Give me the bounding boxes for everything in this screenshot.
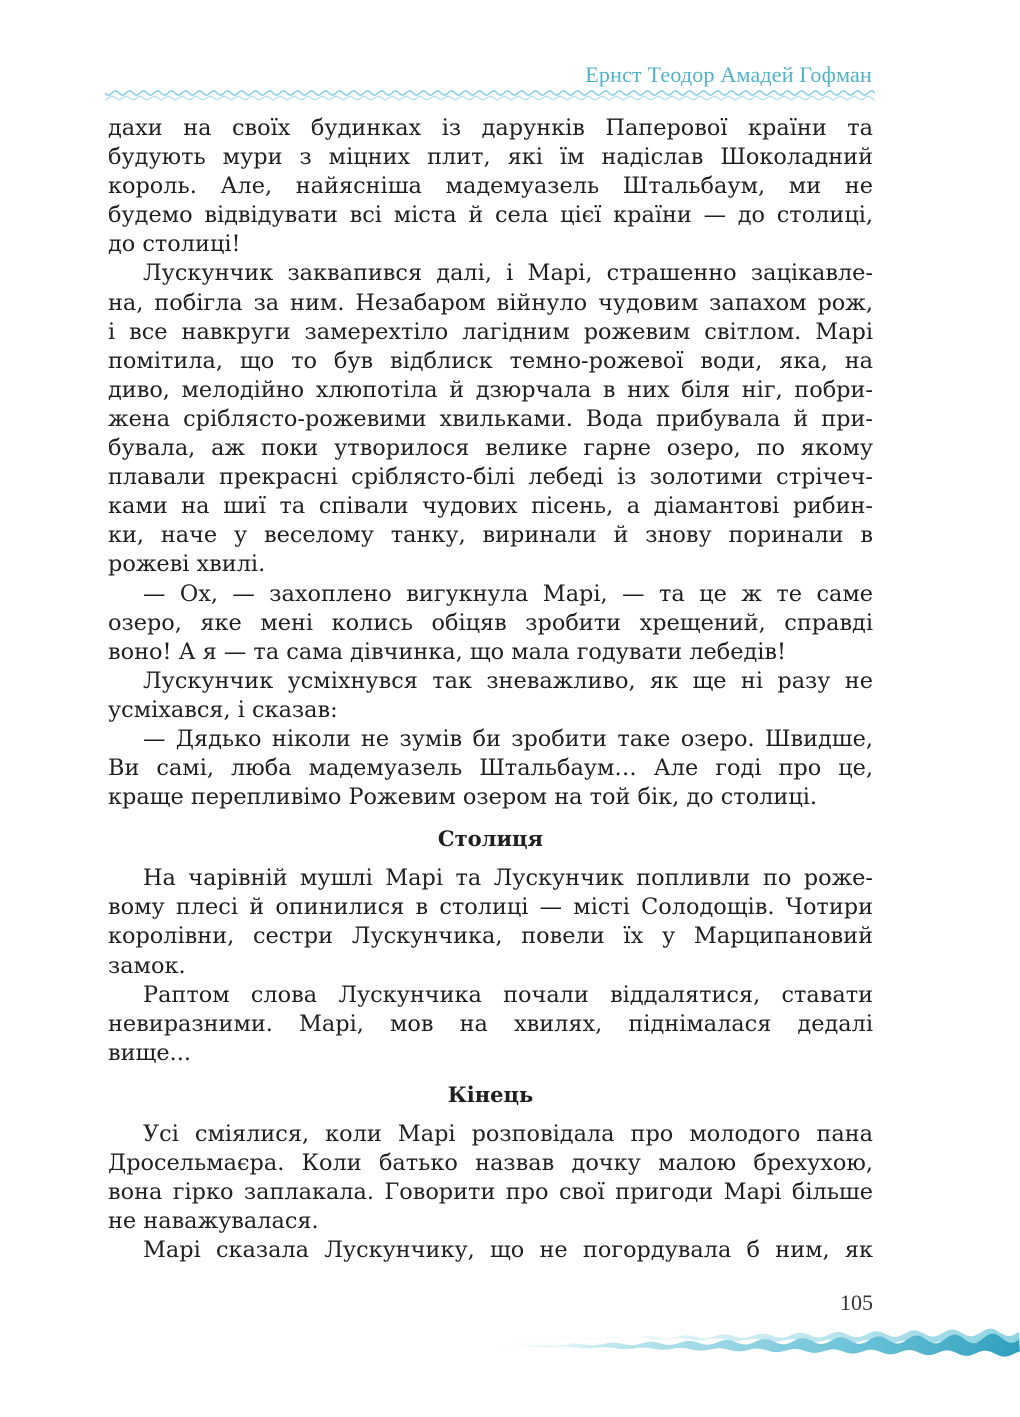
text-line: і все навкруги замерехтіло лагідним рожевим світлом. Марі bbox=[108, 318, 873, 345]
text-line: диво, мелодійно хлюпотіла й дзюрчала в них біля ніг, побри- bbox=[108, 376, 873, 403]
text-line: На чарівній мушлі Марі та Лускунчик попливли по роже- bbox=[143, 865, 873, 892]
page-body bbox=[108, 114, 873, 1265]
header-wave-decoration bbox=[105, 88, 875, 102]
running-header-author: Ернст Теодор Амадей Гофман bbox=[585, 62, 872, 87]
section-capital bbox=[108, 864, 873, 1068]
text-line: усміхався, і сказав: bbox=[108, 696, 338, 723]
text-line: королівни, сестри Лускунчика, повели їх у Марципановий bbox=[108, 923, 873, 950]
text-line: вище... bbox=[108, 1039, 191, 1066]
page-number: 105 bbox=[840, 1290, 873, 1315]
text-line: вона гірко заплакала. Говорити про свої пригоди Марі більше bbox=[108, 1179, 873, 1206]
text-line: будують мури з міцних плит, які їм надіслав Шоколадний bbox=[108, 144, 873, 171]
text-line: — Дядько ніколи не зумів би зробити таке озеро. Швидше, bbox=[143, 725, 873, 752]
text-line: Усі сміялися, коли Марі розповідала про молодого пана bbox=[143, 1120, 873, 1147]
text-line: рожеві хвилі. bbox=[108, 551, 266, 578]
text-line: невиразними. Марі, мов на хвилях, піднімалася дедалі bbox=[108, 1010, 873, 1037]
text-line: Лускунчик заквапився далі, і Марі, страшенно зацікавле- bbox=[143, 260, 873, 287]
section-lake bbox=[108, 114, 873, 812]
text-line: озеро, яке мені колись обіцяв зробити хрещений, справді bbox=[108, 609, 873, 636]
text-line: Ви самі, люба мадемуазель Штальбаум… Але годі про це, bbox=[108, 755, 873, 782]
text-line: краще перепливімо Рожевим озером на той бік, до столиці. bbox=[108, 784, 818, 811]
text-line: Лускунчик усміхнувся так зневажливо, як ще ні разу не bbox=[143, 667, 873, 694]
text-line: дахи на своїх будинках із дарунків Паперової країни та bbox=[108, 115, 873, 141]
text-line: ки, наче у веселому танку, виринали й знову поринали в bbox=[108, 522, 873, 549]
text-line: вому плесі й опинилися в столиці — місті Солодощів. Чотири bbox=[108, 894, 873, 921]
heading-capital: Столиця bbox=[437, 826, 544, 852]
footer-wave-decoration bbox=[470, 1322, 1020, 1367]
section-end bbox=[108, 1120, 873, 1265]
text-line: Дросельмаєра. Коли батько назвав дочку малою брехухою, bbox=[108, 1150, 873, 1176]
text-line: бувала, аж поки утворилося велике гарне озеро, по якому bbox=[108, 435, 873, 462]
text-line: будемо відвідувати всі міста й села цієї країни — до столиці, bbox=[108, 202, 873, 229]
text-line: помітила, що то був відблиск темно-рожевої води, яка, на bbox=[108, 347, 873, 374]
text-line: замок. bbox=[108, 952, 186, 979]
text-line: до столиці! bbox=[108, 231, 241, 258]
text-line: Марі сказала Лускунчику, що не погордувала б ним, як bbox=[143, 1237, 873, 1264]
text-line: жена сріблясто-рожевими хвильками. Вода прибувала й при- bbox=[108, 405, 873, 432]
text-line: не наважувалася. bbox=[108, 1208, 319, 1235]
text-line: плавали прекрасні сріблясто-білі лебеді із золотими стрічеч- bbox=[108, 464, 873, 491]
text-line: на, побігла за ним. Незабаром війнуло чудовим запахом рож, bbox=[108, 289, 873, 316]
text-line: король. Але, найясніша мадемуазель Штальбаум, ми не bbox=[108, 173, 873, 200]
text-line: — Ох, — захоплено вигукнула Марі, — та це ж те саме bbox=[143, 580, 873, 607]
text-line: Раптом слова Лускунчика почали віддалятися, ставати bbox=[143, 981, 873, 1008]
text-line: воно! А я — та сама дівчинка, що мала годувати лебедів! bbox=[108, 638, 787, 665]
heading-end: Кінець bbox=[447, 1081, 534, 1107]
text-line: ками на шиї та співали чудових пісень, а діамантові рибин- bbox=[108, 493, 873, 520]
